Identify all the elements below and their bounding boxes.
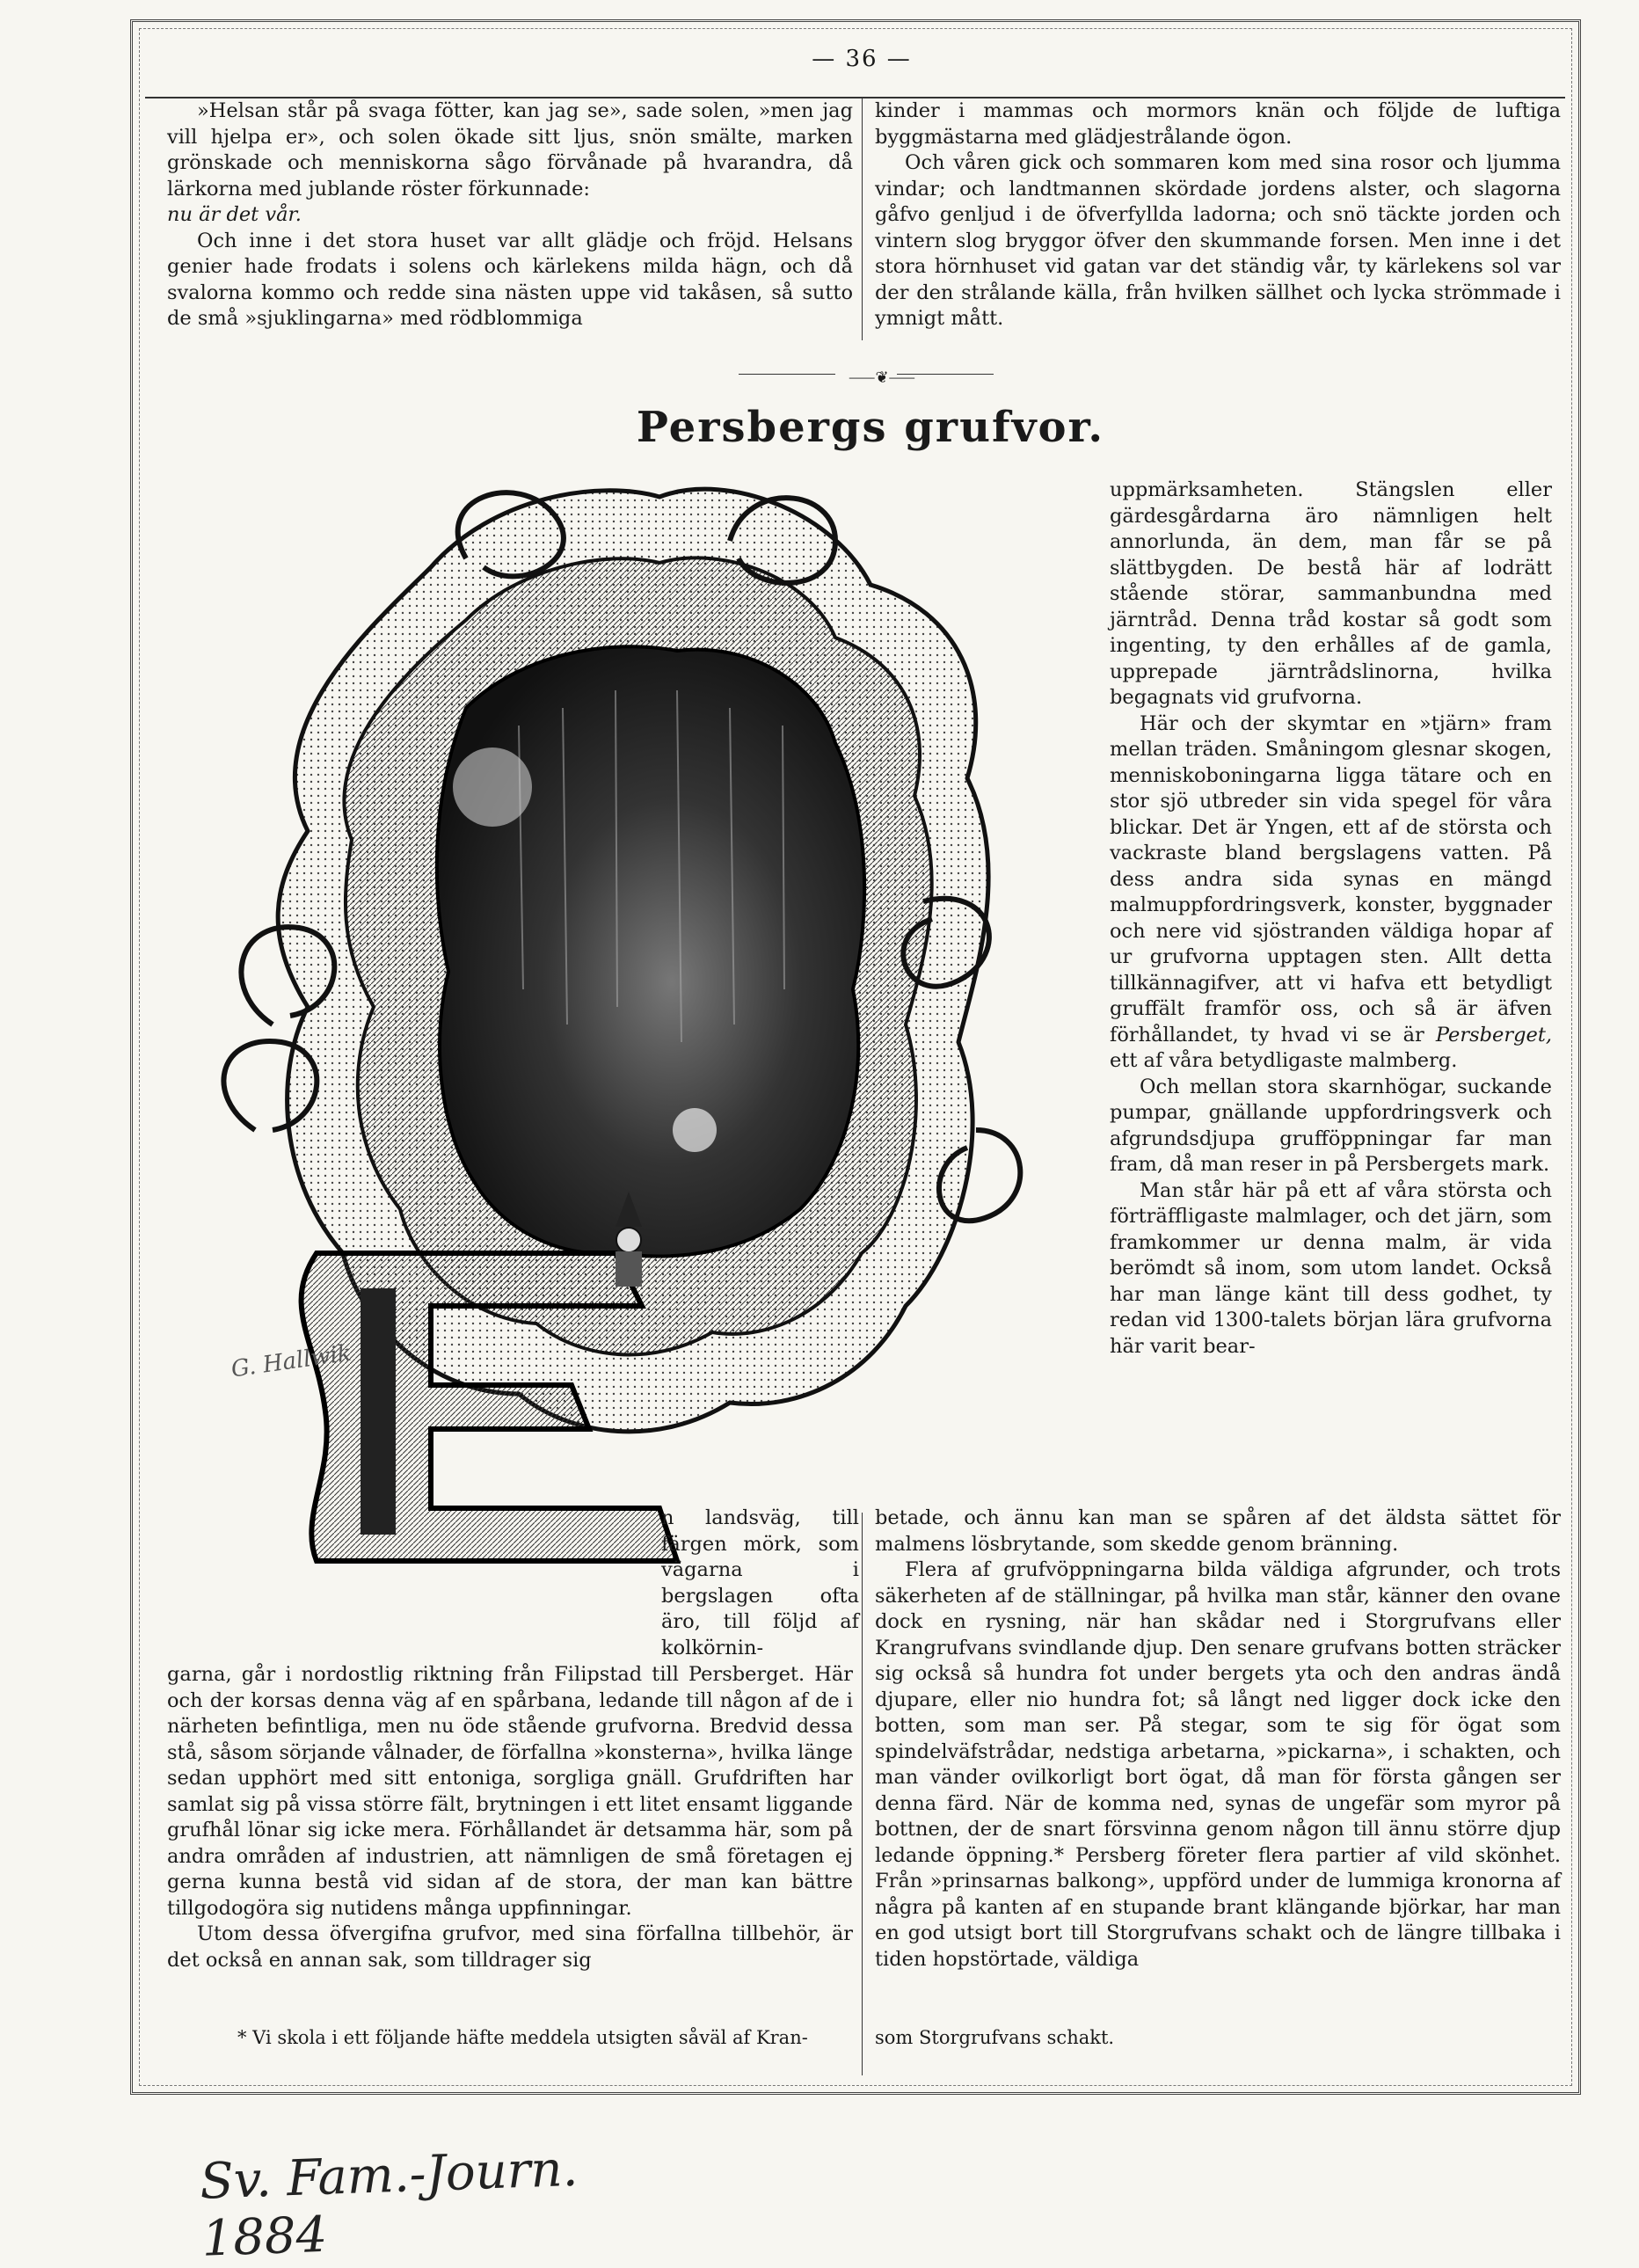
paragraph-italic xyxy=(167,202,853,229)
cave-scene xyxy=(437,646,864,1256)
italic-phrase: nu är det vår. xyxy=(167,203,302,226)
moon-light xyxy=(453,747,532,827)
paragraph: Utom dessa öfvergifna grufvor, med sina förfallna tillbehör, är det också en annan sak, som tilldrager sig xyxy=(167,1922,853,1972)
footnote: * Vi skola i ett följande häfte meddela utsigten såväl af Kran- xyxy=(237,2027,808,2048)
paragraph-text: ett af våra betydligaste malmberg. xyxy=(1110,1049,1458,1072)
artist-signature: G. Hallwik xyxy=(229,1339,353,1383)
paragraph: betade, och ännu kan man se spåren af det äldsta sättet för malmens lösbrytande, som skedde genom bränning. xyxy=(875,1506,1561,1556)
top-left-column xyxy=(167,98,853,332)
article-title: Persbergs grufvor. xyxy=(636,403,1105,452)
fire-glow xyxy=(673,1108,717,1152)
paragraph: Och inne i det stora huset var allt glädje och fröjd. Helsans genier hade frodats i solens och kärlekens milda hägn, och då svalorna kommo och redde sina nästen uppe vid takåsen, så sutto de små »sjuklingarna» med rödblommiga xyxy=(167,229,853,330)
mine-illustration xyxy=(202,462,1090,1592)
ornament-line xyxy=(739,374,835,375)
paragraph: Och våren gick och sommaren kom med sina rosor och ljumma vindar; och landtmannen skördade jordens alster, och slagorna gåfvo genljud i de öfverfyllda ladorna; och snö täckte jorden och vintern slog bryggor öfver den skummande forsen. Men inne i det stora hörnhuset vid gatan var det ständig vår, ty kärlekens sol var der den strålande källa, från hvilken sällhet och lycka strömmade i ymnigt mått. xyxy=(875,151,1561,330)
lower-left-column xyxy=(167,1662,853,1973)
paragraph: Man står här på ett af våra största och förträffligaste malmlager, och det järn, som framkommer ur denna malm, är vida berömdt så inom, som utom landet. Också har man länge känt till dess godhet, ty redan vid 1300-talets början lära grufvorna här varit bear- xyxy=(1110,1178,1552,1358)
initial-adjacent-text: n landsväg, till färgen mörk, som vägarna i bergslagen ofta äro, till följd af kolkörnin- xyxy=(661,1506,859,1659)
section-ornament xyxy=(739,365,994,387)
initial-letter-stem xyxy=(361,1288,396,1535)
paragraph: garna, går i nordostlig riktning från Filipstad till Persberget. Här och der korsas denna väg af en spårbana, ledande till någon af de i närheten befintliga, men nu öde stående grufvorna. Bredvid dessa stå, såsom sörjande vålnader, de förfallna »konsterna», hvilka länge sedan upphört med sitt entoniga, sorgliga gnäll. Grufdriften har samlat sig på vissa större fält, brytningen i ett litet ensamt liggande grufhål lönar sig icke mera. Förhållandet är detsamma här, som på andra områden af industrien, att nämnligen de små företagen ej gerna kunna bestå vid sidan af de stora, der man kan bättre tillgodogöra sig nutidens många uppfinningar. xyxy=(167,1663,853,1920)
paragraph: kinder i mammas och mormors knän och följde de luftiga byggmästarna med glädjestrålande ögon. xyxy=(875,99,1561,149)
column-divider xyxy=(862,1513,863,2075)
page-number: — 36 — xyxy=(812,46,912,72)
paragraph xyxy=(1110,711,1552,1075)
paragraph: Och mellan stora skarnhögar, suckande pumpar, gnällande uppfordringsverk och afgrundsdjupa grufföppningar far man fram, då man reser in på Persbergets mark. xyxy=(1110,1075,1552,1176)
italic-phrase: Persberget, xyxy=(1435,1023,1553,1046)
paragraph: Flera af grufvöppningarna bilda väldiga afgrunder, och trots säkerheten af de ställningar, på hvilka man står, känner den ovane dock en rysning, när han skådar ned i Storgrufvans eller Krangrufvans svindlande djup. Den senare grufvans botten sträcker sig också så hundra fot under bergets yta och den andras ändå djupare, eller nio hundra fot; så långt ned ligger dock icke den botten, som man ser. På stegar, som te sig för ögat som spindelväfstrådar, nedstiga arbetarna, »pickarna», i schakten, och man vänder ovilkorligt bort ögat, då man för första gången ser denna färd. När de komma ned, synas de ungefär som myror på bottnen, der de snart försvinna genom någon till ännu större djup ledande öppning.* Persberg företer flera partier af vild skönhet. Från »prinsarnas balkong», uppförd under de lummiga kronorna af några på kanten af en stupande brant klängande björkar, har man en god utsigt bort till Storgrufvans schakt och de längre tillbaka i tiden hopstörtade, väldiga xyxy=(875,1558,1561,1971)
paragraph-text: Här och der skymtar en »tjärn» fram mellan träden. Småningom glesnar skogen, menniskoboningarna ligga tätare och en stor sjö utbreder sin vida spegel för våra blickar. Det är Yngen, ett af de största och vackraste bland bergslagens vatten. På dess andra sida synas en mängd malmuppfordringsverk, konster, byggnader och nere vid sjöstranden väldiga hopar af ur grufvorna upptagen sten. Allt detta tillkännagifver, att vi hafva ett betydligt gruffält framför oss, och så är äfven förhållandet, ty hvad vi se är xyxy=(1110,711,1552,1046)
paragraph: »Helsan står på svaga fötter, kan jag se», sade solen, »men jag vill hjelpa er», och solen ökade sitt ljus, snön smälte, marken grönskade och menniskorna sågo förvånade på hvarandra, då lärkorna med jublande röster förkunnade: xyxy=(167,99,853,201)
lower-right-column xyxy=(875,1506,1561,1973)
footnote-continuation: som Storgrufvans schakt. xyxy=(875,2027,1115,2048)
ornament-line xyxy=(897,374,994,375)
column-divider xyxy=(862,98,863,340)
top-right-column xyxy=(875,98,1561,332)
ornament-glyph: ⸺❦⸺ xyxy=(849,368,915,387)
handwritten-note: Sv. Fam.-Journ. 1884 xyxy=(199,2140,579,2268)
paragraph: uppmärksamheten. Stängslen eller gärdesgårdarna äro nämnligen helt annorlunda, än dem, man får se på slättbygden. De bestå här af lodrätt stående störar, sammanbundna med järntråd. Denna tråd kostar så godt som ingenting, ty den erhålles af de gamla, upprepade järntrådslinorna, hvilka begagnats vid grufvorna. xyxy=(1110,478,1552,709)
right-narrow-column xyxy=(1110,478,1552,1360)
